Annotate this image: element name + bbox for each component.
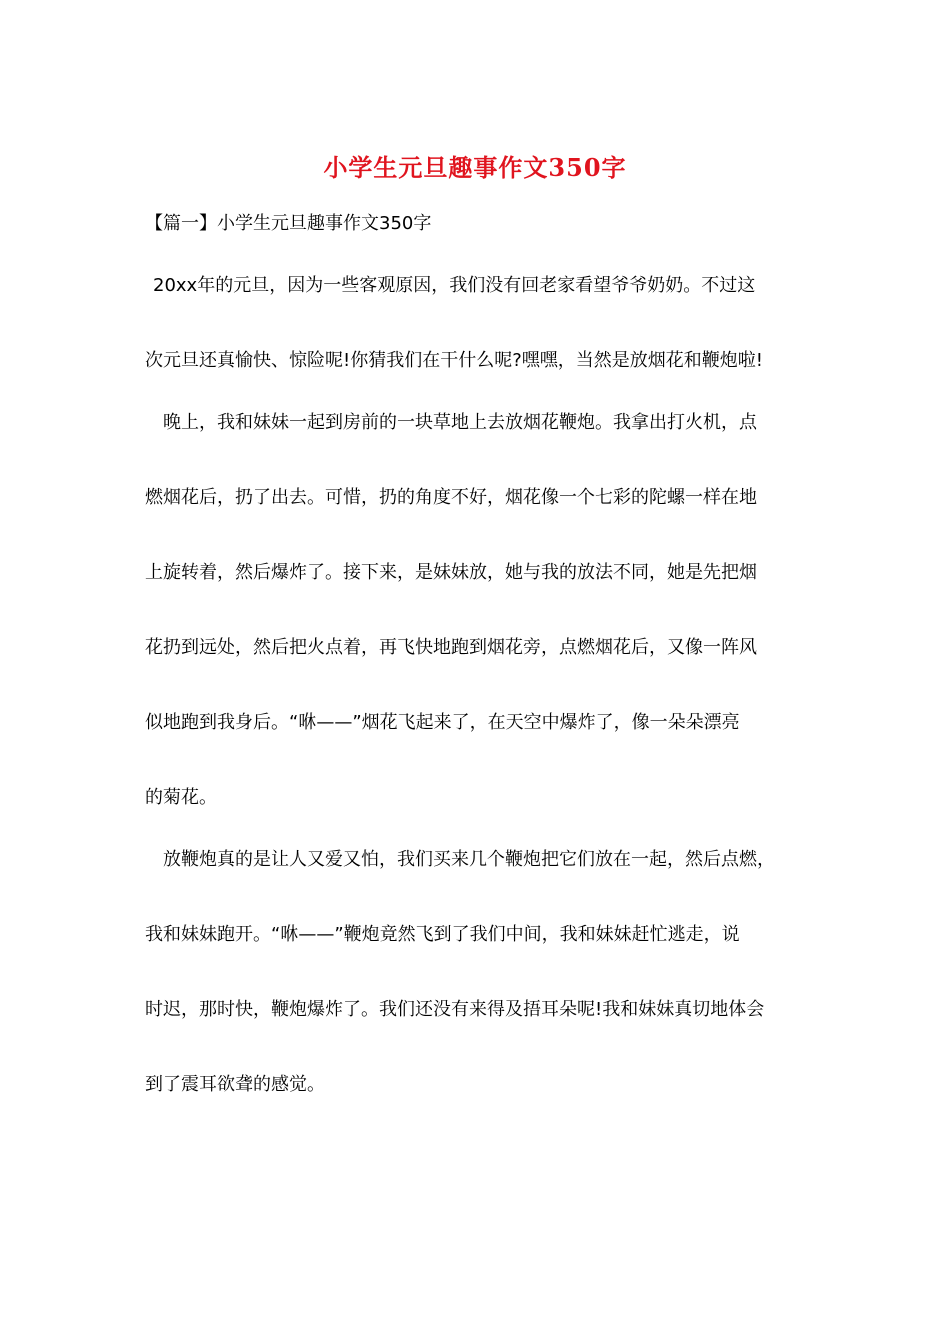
paragraph-line: 似地跑到我身后。“咻——”烟花飞起来了，在天空中爆炸了，像一朵朵漂亮	[145, 712, 740, 733]
paragraph-line: 次元旦还真愉快、惊险呢!你猜我们在干什么呢?嘿嘿，当然是放烟花和鞭炮啦!	[145, 350, 763, 371]
document-title: 小学生元旦趣事作文350字	[323, 153, 627, 182]
paragraph-line: 我和妹妹跑开。“咻——”鞭炮竟然飞到了我们中间，我和妹妹赶忙逃走，说	[145, 924, 740, 945]
paragraph-line: 的菊花。	[145, 787, 217, 808]
paragraph-line: 花扔到远处，然后把火点着，再飞快地跑到烟花旁，点燃烟花后，又像一阵风	[145, 637, 757, 658]
paragraph-line: 20xx年的元旦，因为一些客观原因，我们没有回老家看望爷爷奶奶。不过这	[153, 275, 756, 296]
paragraph-line: 燃烟花后，扔了出去。可惜，扔的角度不好，烟花像一个七彩的陀螺一样在地	[145, 487, 757, 508]
paragraph-line: 放鞭炮真的是让人又爱又怕，我们买来几个鞭炮把它们放在一起，然后点燃，	[163, 849, 775, 870]
paragraph-line: 晚上，我和妹妹一起到房前的一块草地上去放烟花鞭炮。我拿出打火机，点	[163, 412, 757, 433]
section-heading: 【篇一】小学生元旦趣事作文350字	[145, 213, 432, 234]
paragraph-line: 上旋转着，然后爆炸了。接下来，是妹妹放，她与我的放法不同，她是先把烟	[145, 562, 757, 583]
paragraph-line: 时迟，那时快，鞭炮爆炸了。我们还没有来得及捂耳朵呢!我和妹妹真切地体会	[145, 999, 765, 1020]
paragraph-line: 到了震耳欲聋的感觉。	[145, 1074, 325, 1095]
